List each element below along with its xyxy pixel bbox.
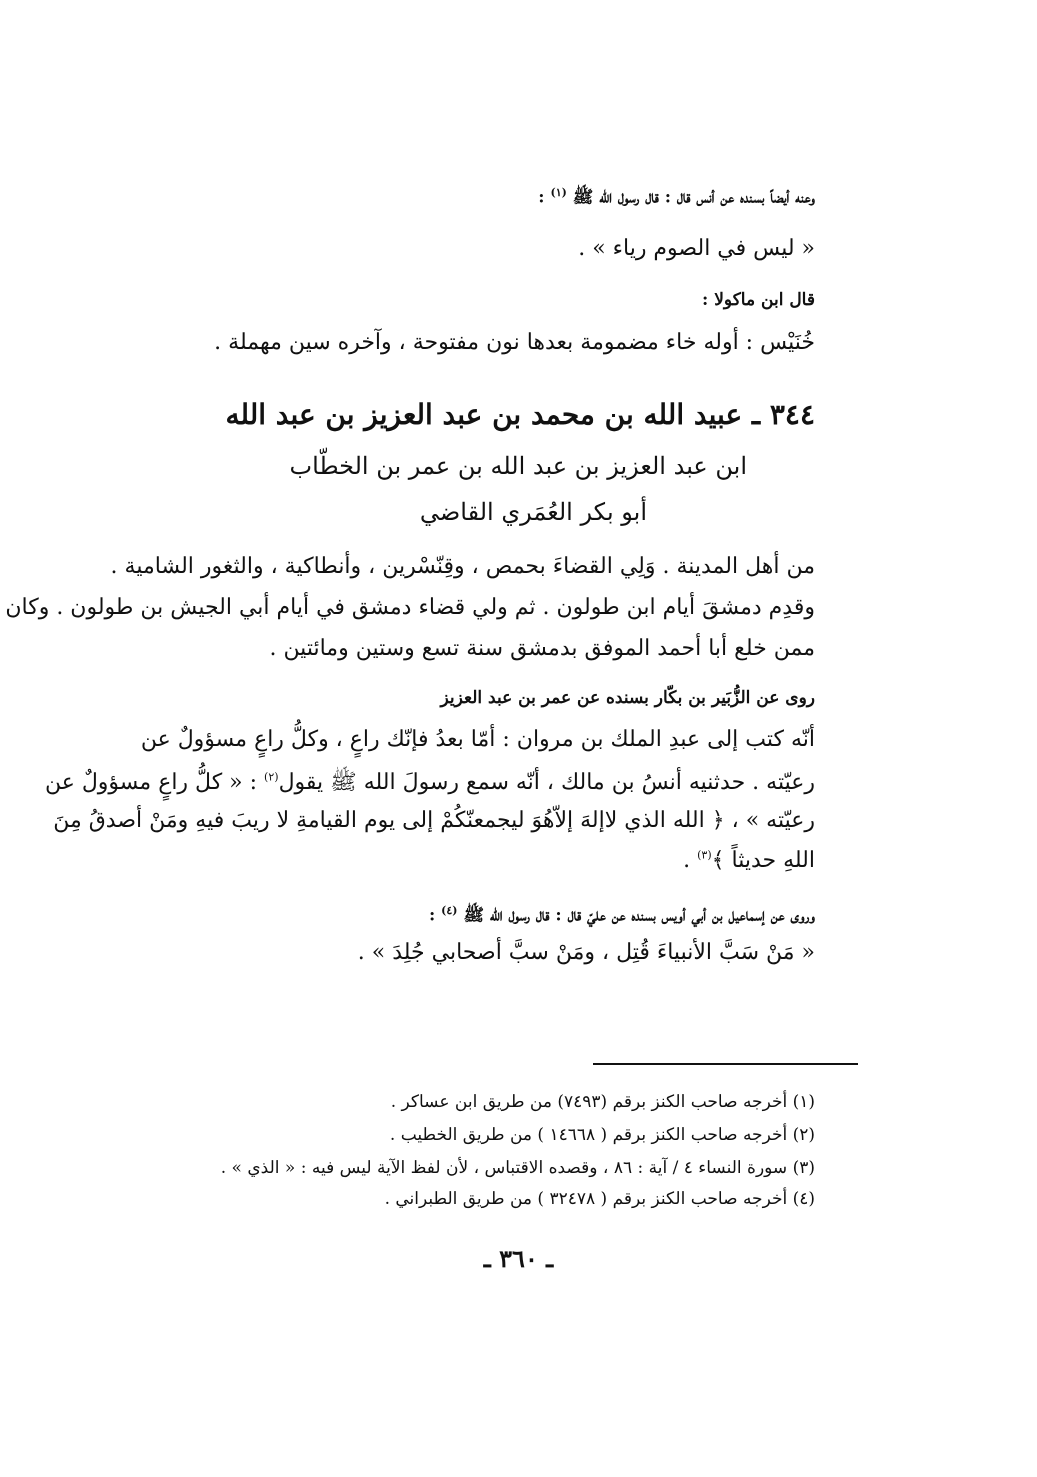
period: . (683, 848, 691, 873)
hadith-anas-intro-text: وعنه أيضاً بسنده عن أنس قال : قال رسول الله ﷺ (572, 187, 815, 208)
entry-title-kunya: أبو بكر العُمَري القاضي (419, 498, 647, 526)
riwaya-zubayr-line-4 (683, 848, 815, 873)
footnote-ref-4[interactable]: (٤) (441, 904, 458, 917)
riwaya-zubayr-line-3: رعيّته » ، ﴿ الله الذي لاإلهَ إلاّهُوَ ليجمعنّكُمْ إلى يوم القيامةِ لا ريبَ فيهِ ومَنْ أصدقُ مِنَ (53, 808, 815, 833)
bio-line-3: ممن خلع أبا أحمد الموفق بدمشق سنة تسع وستين ومائتين . (269, 636, 815, 661)
riwaya-ismail-intro-text: وروى عن إسماعيل بن أبي أويس بسنده عن عليّ قال : قال رسول الله ﷺ (463, 905, 815, 926)
colon: : (428, 905, 436, 926)
footnote-ref-3[interactable]: (٣) (697, 848, 712, 862)
footnote-divider (593, 1063, 858, 1065)
hadith-anas-text: « ليس في الصوم رياء » . (578, 236, 815, 261)
ibn-makula-label: قال ابن ماكولا : (702, 290, 815, 310)
riwaya-ismail-intro (429, 904, 815, 930)
riwaya-zubayr-line-2-end: : « كلُّ راعٍ مسؤولٌ عن (44, 770, 258, 795)
footnote-4: (٤) أخرجه صاحب الكنز برقم ( ٣٢٤٧٨ ) من طريق الطبراني . (384, 1189, 815, 1209)
riwaya-zubayr-intro: روى عن الزُّبَير بن بكّار بسنده عن عمر بن عبد العزيز (440, 688, 815, 708)
footnote-1: (١) أخرجه صاحب الكنز برقم (٧٤٩٣) من طريق ابن عساكر . (390, 1092, 815, 1112)
bio-line-1: من أهل المدينة . وَلِي القضاءَ بحمص ، وقِنّسْرين ، وأنطاكية ، والثغور الشامية . (110, 554, 815, 579)
footnote-ref-2[interactable]: (٢) (264, 770, 279, 784)
riwaya-zubayr-line-2 (45, 768, 815, 800)
entry-title: ٣٤٤ ـ عبيد الله بن محمد بن عبد العزيز بن عبد الله (225, 398, 815, 431)
entry-title-lineage: ابن عبد العزيز بن عبد الله بن عمر بن الخطّاب (289, 452, 747, 480)
footnote-ref-1[interactable]: (١) (550, 186, 567, 199)
bio-line-2: وقدِم دمشقَ أيام ابن طولون . ثم ولي قضاء دمشق في أيام أبي الجيش بن طولون . وكان (5, 595, 815, 620)
ibn-makula-note: خُنَيْس : أوله خاء مضمومة بعدها نون مفتوحة ، وآخره سين مهملة . (214, 330, 815, 355)
footnote-3: (٣) سورة النساء ٤ / آية : ٨٦ ، وقصده الاقتباس ، لأن لفظ الآية ليس فيه : « الذي » . (220, 1158, 815, 1178)
hadith-anas-intro (538, 186, 815, 212)
riwaya-zubayr-line-1: أنّه كتب إلى عبدِ الملك بن مروان : أمّا بعدُ فإنّك راعٍ ، وكلُّ راعٍ مسؤولٌ عن (140, 727, 815, 752)
riwaya-zubayr-line-4-text: اللهِ حديثاً ﴾ (711, 848, 815, 873)
colon: : (538, 187, 545, 208)
riwaya-ismail-text: « مَنْ سَبَّ الأنبياءَ قُتِل ، ومَنْ سبَّ أصحابي جُلِدَ » . (357, 940, 815, 965)
footnote-2: (٢) أخرجه صاحب الكنز برقم ( ١٤٦٦٨ ) من طريق الخطيب . (389, 1125, 815, 1145)
riwaya-zubayr-line-2-text: رعيّته . حدثنيه أنسُ بن مالك ، أنّه سمع رسولَ الله ﷺ يقول (278, 770, 815, 795)
page-number: ـ ٣٦٠ ـ (483, 1244, 554, 1273)
